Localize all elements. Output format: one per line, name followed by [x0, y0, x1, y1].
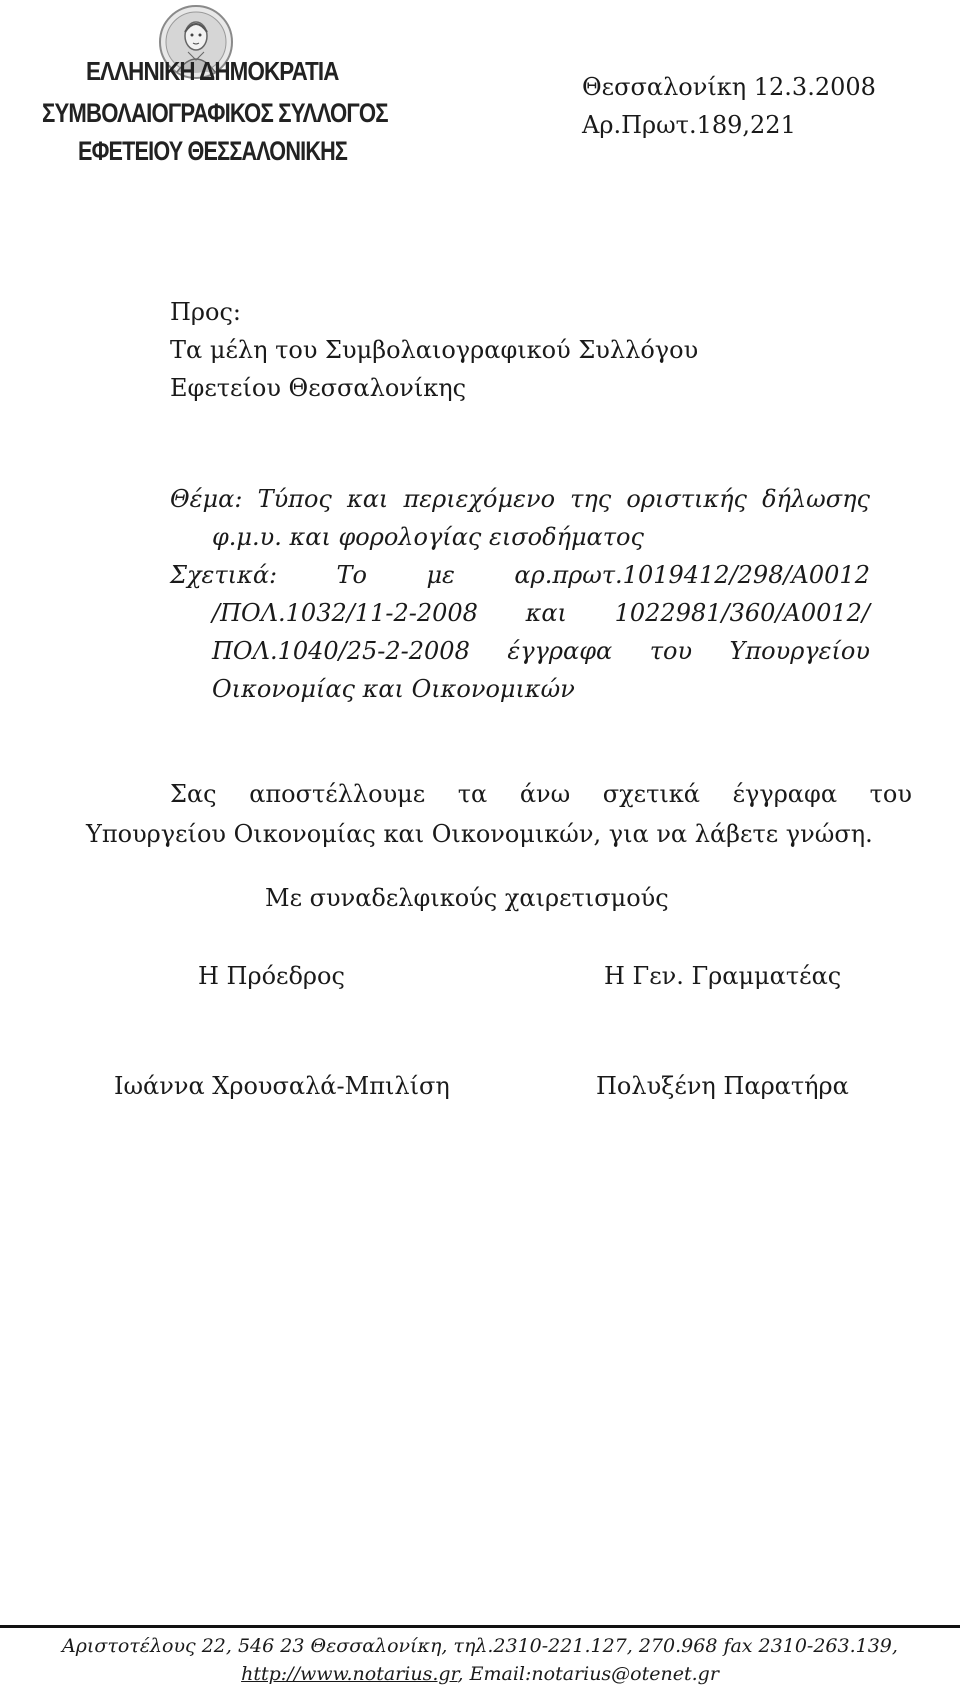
subject-word: και	[346, 485, 389, 513]
subject-word: Θέμα:	[170, 485, 243, 513]
subject-word: της	[570, 485, 612, 513]
recipient-block	[170, 293, 698, 407]
body-line-1	[86, 774, 912, 814]
related-line-4: Οικονομίας και Οικονομικών	[212, 675, 575, 703]
related-word: έγγραφα	[507, 637, 613, 665]
footer-address: Αριστοτέλους 22, 546 23 Θεσσαλονίκη, τηλ.2310-221.127, 270.968 fax 2310-263.139,	[62, 1635, 898, 1657]
related-word: του	[649, 637, 693, 665]
body-paragraph	[86, 774, 912, 854]
related-word: Το	[336, 561, 368, 589]
subject-block	[170, 480, 870, 708]
related-word: /ΠΟΛ.1032/11-2-2008	[212, 599, 478, 627]
letterhead-line-2: ΣΥΜΒΟΛΑΙΟΓΡΑΦΙΚΟΣ ΣΥΛΛΟΓΟΣ	[42, 98, 388, 128]
footer-contact	[0, 1660, 960, 1688]
related-line-2	[170, 594, 870, 632]
protocol-number: Αρ.Πρωτ.189,221	[582, 111, 796, 139]
related-word: Υπουργείου	[729, 637, 870, 665]
related-word: και	[525, 599, 567, 627]
place-date: Θεσσαλονίκη 12.3.2008	[582, 73, 876, 101]
subject-line-1	[170, 480, 870, 518]
body-word: άνω	[519, 780, 571, 808]
footer-email: Email:notarius@otenet.gr	[469, 1663, 719, 1685]
body-word: έγγραφα	[732, 780, 838, 808]
president-name: Ιωάννα Χρουσαλά-Μπιλίση	[114, 1072, 450, 1100]
recipient-label: Προς:	[170, 298, 242, 326]
related-line-3	[170, 632, 870, 670]
related-word: ΠΟΛ.1040/25-2-2008	[212, 637, 470, 665]
related-word: αρ.πρωτ.1019412/298/Α0012	[514, 561, 870, 589]
body-word: Σας	[170, 780, 217, 808]
body-word: σχετικά	[602, 780, 701, 808]
footer	[0, 1632, 960, 1688]
related-word: Σχετικά:	[170, 561, 278, 589]
website-link[interactable]: http://www.notarius.gr	[241, 1663, 458, 1685]
document-meta	[582, 68, 876, 144]
related-word: με	[426, 561, 455, 589]
related-word: 1022981/360/Α0012/	[614, 599, 870, 627]
closing-greeting: Με συναδελφικούς χαιρετισμούς	[265, 884, 669, 912]
subject-word: περιεχόμενο	[403, 485, 556, 513]
body-word: του	[869, 780, 912, 808]
footer-divider	[0, 1625, 960, 1628]
body-line-2: Υπουργείου Οικονομίας και Οικονομικών, για να λάβετε γνώση.	[86, 820, 873, 848]
footer-separator: ,	[457, 1663, 470, 1685]
subject-word: Τύπος	[257, 485, 332, 513]
body-word: τα	[457, 780, 488, 808]
letterhead-line-1: ΕΛΛΗΝΙΚΗ ΔΗΜΟΚΡΑΤΙΑ	[86, 56, 339, 86]
secretary-title: Η Γεν. Γραμματέας	[604, 962, 842, 990]
president-title: Η Πρόεδρος	[198, 962, 345, 990]
subject-word: οριστικής	[626, 485, 747, 513]
subject-word: δήλωσης	[762, 485, 870, 513]
recipient-line-1: Τα μέλη του Συμβολαιογραφικού Συλλόγου	[170, 336, 699, 364]
secretary-name: Πολυξένη Παρατήρα	[596, 1072, 849, 1100]
letterhead-line-3: ΕΦΕΤΕΙΟΥ ΘΕΣΣΑΛΟΝΙΚΗΣ	[78, 136, 348, 166]
related-line-1	[170, 556, 870, 594]
body-word: αποστέλλουμε	[249, 780, 426, 808]
subject-line-2: φ.μ.υ. και φορολογίας εισοδήματος	[212, 523, 644, 551]
recipient-line-2: Εφετείου Θεσσαλονίκης	[170, 374, 467, 402]
